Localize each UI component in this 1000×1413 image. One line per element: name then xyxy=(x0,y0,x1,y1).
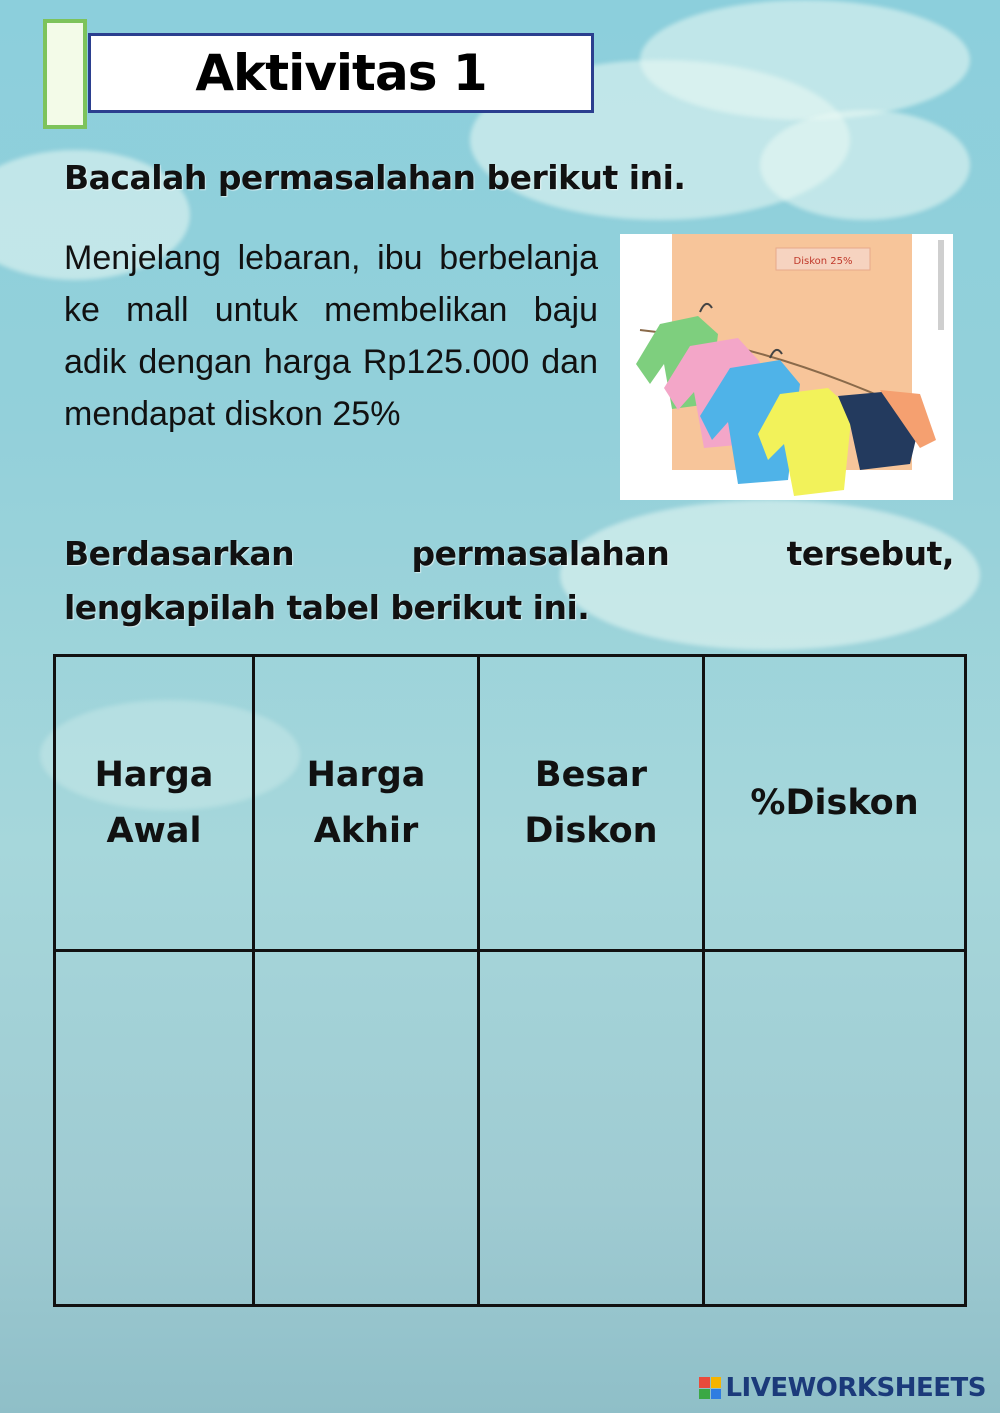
table-instruction-heading: Berdasarkan permasalahan tersebut, lengkapilah tabel berikut ini. xyxy=(64,534,954,627)
answer-cell-besar-diskon[interactable] xyxy=(479,951,704,1306)
header-persen-diskon: %Diskon xyxy=(704,656,966,951)
instruction-heading: Bacalah permasalahan berikut ini. xyxy=(64,158,686,197)
header-harga-akhir: Harga Akhir xyxy=(254,656,479,951)
answer-table xyxy=(53,654,967,1307)
answer-cell-harga-awal[interactable] xyxy=(55,951,254,1306)
liveworksheets-logo-icon xyxy=(699,1377,721,1399)
table-answer-row xyxy=(55,951,966,1306)
title-accent-bar xyxy=(43,19,87,129)
discount-sign-text: Diskon 25% xyxy=(793,256,853,267)
header-harga-awal: Harga Awal xyxy=(55,656,254,951)
background-cloud xyxy=(760,110,970,220)
hanging-clothes-illustration xyxy=(620,234,953,500)
answer-cell-harga-akhir[interactable] xyxy=(254,951,479,1306)
answer-cell-persen-diskon[interactable] xyxy=(704,951,966,1306)
footer-brand xyxy=(699,1373,986,1403)
page-title: Aktivitas 1 xyxy=(195,44,487,102)
header-besar-diskon: Besar Diskon xyxy=(479,656,704,951)
table-header-row xyxy=(55,656,966,951)
footer-brand-text: LIVEWORKSHEETS xyxy=(725,1373,986,1403)
story-paragraph: Menjelang lebaran, ibu berbelanja ke mall untuk membelikan baju adik dengan harga Rp125.000 dan mendapat diskon 25% xyxy=(64,239,598,433)
background-cloud xyxy=(640,0,970,120)
